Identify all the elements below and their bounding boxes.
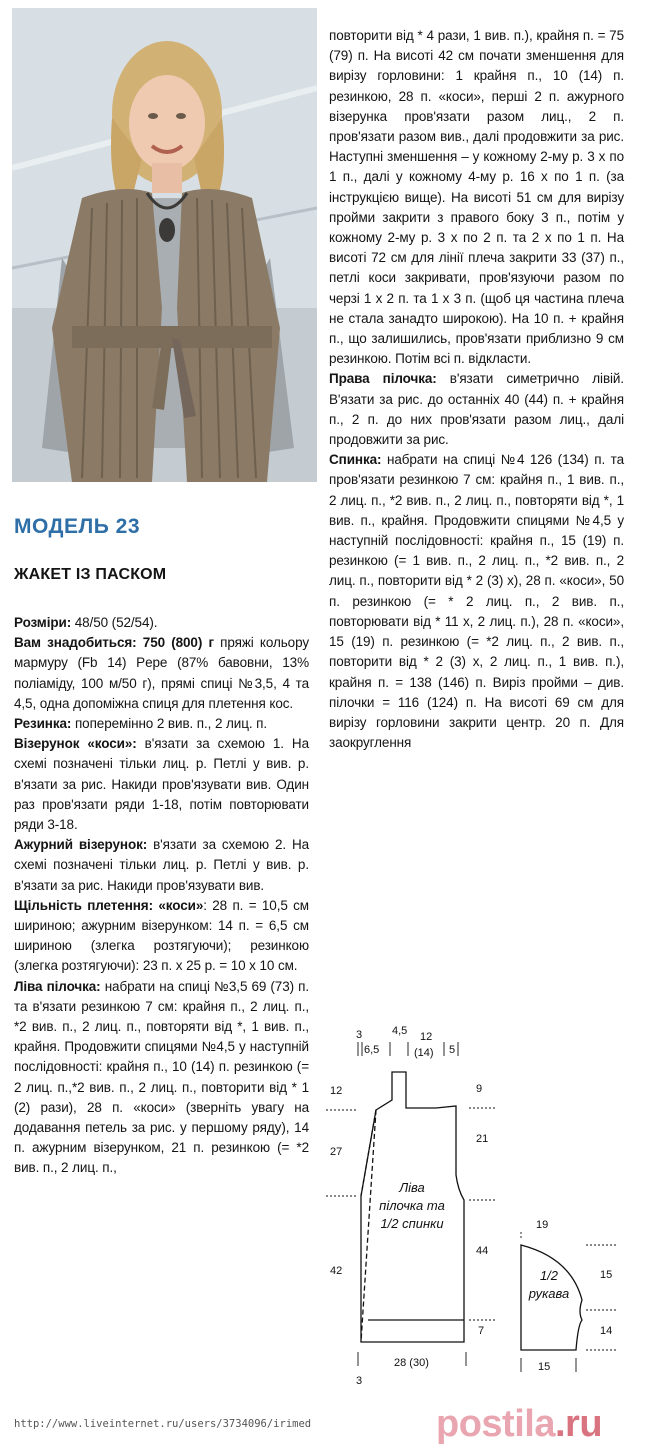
dim-right-7: 7 xyxy=(478,1325,485,1337)
dim-left-12: 12 xyxy=(330,1085,343,1097)
body-label-line2: пілочка та xyxy=(379,1198,445,1213)
paragraph-lead: Вам знадобиться: 750 (800) г xyxy=(14,635,214,651)
model-title: МОДЕЛЬ 23 xyxy=(14,515,141,538)
logo-suffix: .ru xyxy=(554,1403,603,1445)
sleeve-label-line1: 1/2 xyxy=(539,1268,559,1283)
dim-left-42: 42 xyxy=(330,1265,343,1277)
paragraph-text: в'язати за схемою 2. На схемі позначені тільки лиц. р. Петлі у вив. р. в'язати за рис. Накиди пров'язувати вив. xyxy=(14,837,309,893)
sleeve-label-line2: рукава xyxy=(528,1286,570,1301)
dim-top-6-5: 6,5 xyxy=(364,1044,380,1056)
dim-sleeve-15-bottom: 15 xyxy=(538,1361,551,1373)
paragraph-text: в'язати за схемою 1. На схемі позначені тільки лиц. р. Петлі у вив. р. в'язати за рис. Накиди пров'язувати вив. Один раз пров'язати ряди 1-18, потім повторювати ряди 3-18. xyxy=(14,736,309,833)
dim-top-14: (14) xyxy=(414,1047,434,1059)
paragraph xyxy=(14,835,309,896)
paragraph-text: поперемінно 2 вив. п., 2 лиц. п. xyxy=(71,716,268,732)
paragraph xyxy=(14,896,309,977)
garment-title: ЖАКЕТ ІЗ ПАСКОМ xyxy=(14,566,167,583)
paragraph-text: набрати на спиці №3,5 69 (73) п. та в'язати резинкою 7 см: крайня п., 2 лиц. п., *2 вив. п., 2 лиц. п., повторяти від *, 1 вив. п., крайня. Продовжити спицями №4,5 у наступній послідовності: крайня п., 10 (14) п. резинкою (= 2 лиц. п.,*2 вив. п., 2 лиц. п., повторити від * 1 (2) рази), 28 п. «коси» (зверніть увагу на додавання петель за рис. у першому ряду), 14 п. ажурним візерунком, 21 п. резинкою (= *2 вив. п., 2 лиц. п., xyxy=(14,978,309,1176)
model-illustration xyxy=(12,8,317,482)
dim-sleeve-19: 19 xyxy=(536,1219,549,1231)
paragraph-text: : 28 п. = 10,5 см шириною; ажурним візерунком: 14 п. = 6,5 см шириною (злегка розтягуючи); резинкою (злегка розтягуючи): 23 п. х 25 р. = 10 х 10 см. xyxy=(14,897,309,974)
dim-top-3: 3 xyxy=(356,1029,363,1041)
paragraph-text: 48/50 (52/54). xyxy=(71,615,158,630)
pattern-schema xyxy=(316,1020,656,1400)
model-photo xyxy=(12,8,317,482)
paragraph-lead: Ліва пілочка: xyxy=(14,978,101,994)
paragraph xyxy=(329,450,624,753)
paragraph-text: пряжі кольору мармуру (Fb 14) Pepe (87% бавовни, 13% поліаміду, 100 м/50 г), прямі спиці №3,5, 4 та 4,5, одна допоміжна спиця для плетення кос. xyxy=(14,635,309,711)
dim-bottom-width: 28 (30) xyxy=(394,1357,429,1369)
source-url[interactable]: http://www.liveinternet.ru/users/3734096/irimed xyxy=(14,1418,312,1430)
paragraph-text: набрати на спиці №4 126 (134) п. та пров'язати резинкою 7 см: крайня п., 1 вив. п., 2 лиц. п., *2 вив. п., 2 лиц. п., повторяти від *, 1 вив. п., крайня. Продовжити спицями №4,5 у наступній послідовності: крайня п., 15 (19) п. резинкою (= 1 вив. п., 2 лиц. п., *2 вив. п., 2 лиц. п., повторити від * 2 (3) х), 28 п. «коси», 50 п. резинкою (= * 2 лиц. п., 2 вив. п., повторювати від * 11 х, 2 лиц. п.), 28 п. «коси», 15 (19) п. резинкою (= *2 лиц. п., 2 вив. п., повторити від * 2 (3) х, 2 лиц. п., 1 вив. п.), крайня п. = 138 (146) п. Виріз пройми – див. пілочки = 116 (124) п. На висоті 69 см для вирізу горловини закрити центр. 20 п. Для заокруглення xyxy=(329,452,624,751)
body-label-line1: Ліва xyxy=(399,1180,425,1195)
center-dashed xyxy=(361,1110,376,1342)
paragraph xyxy=(14,714,309,734)
dim-right-44: 44 xyxy=(476,1245,489,1257)
paragraph-lead: Спинка: xyxy=(329,452,382,468)
paragraph-lead: Розміри: xyxy=(14,615,72,630)
paragraph-lead: Візерунок «коси»: xyxy=(14,736,137,752)
dim-top-4-5: 4,5 xyxy=(392,1025,408,1037)
dim-sleeve-14: 14 xyxy=(600,1325,613,1337)
right-text-column xyxy=(329,26,624,753)
postila-logo xyxy=(436,1403,602,1446)
paragraph xyxy=(14,734,309,835)
dim-sleeve-15-right: 15 xyxy=(600,1269,613,1281)
dim-right-9: 9 xyxy=(476,1083,483,1095)
paragraph xyxy=(14,613,309,633)
paragraph-lead: Ажурний візерунок: xyxy=(14,837,148,853)
paragraph-text: повторити від * 4 рази, 1 вив. п.), крайня п. = 75 (79) п. На висоті 42 см почати зменшення для вирізу горловини: 1 крайня п., 10 (14) п. резинкою, 28 п. «коси», перші 2 п. ажурного візерунка пров'язати разом лиц., 2 п. пров'язати разом вив., далі продовжити за рис. Наступні зменшення – у кожному 2-му р. 3 х по 1 п., далі у кожному 4-му р. 16 х по 1 п. (за інструкцією вище). На висоті 51 см для вирізу пройми закрити з правого боку 3 п., потім у кожному 2-му р. 3 х по 2 п. та 2 х по 1 п. На висоті 72 см для лінії плеча закрити 33 (37) п., петлі коси закривати, пров'язуючи разом по черзі 1 х 2 п. та 1 х 3 п. (щоб ця частина плеча не стала занадто широкою). На 10 п. + крайня п., що залишились, пров'язати приблизно 9 см резинкою. Потім всі п. відкласти. xyxy=(329,28,624,367)
dim-bottom-3: 3 xyxy=(356,1375,363,1387)
paragraph-lead: Щільність плетення: «коси» xyxy=(14,897,204,913)
paragraph-lead: Права пілочка: xyxy=(329,371,437,387)
paragraph-lead: Резинка: xyxy=(14,716,72,732)
dim-left-27: 27 xyxy=(330,1146,343,1158)
dim-top-12: 12 xyxy=(420,1031,433,1043)
dim-top-5: 5 xyxy=(449,1044,456,1056)
paragraph-text: в'язати симетрично лівій. В'язати за рис. до останніх 40 (44) п. + крайня п., 2 п. до них пров'язати разом лиц., далі продовжити за рис. xyxy=(329,371,625,448)
left-text-column xyxy=(14,613,309,1179)
paragraph xyxy=(14,977,309,1179)
paragraph xyxy=(14,633,309,714)
dim-right-21: 21 xyxy=(476,1133,489,1145)
paragraph xyxy=(329,26,624,369)
body-label-line3: 1/2 спинки xyxy=(380,1216,444,1231)
logo-main: postila xyxy=(436,1403,555,1445)
paragraph xyxy=(329,369,624,450)
